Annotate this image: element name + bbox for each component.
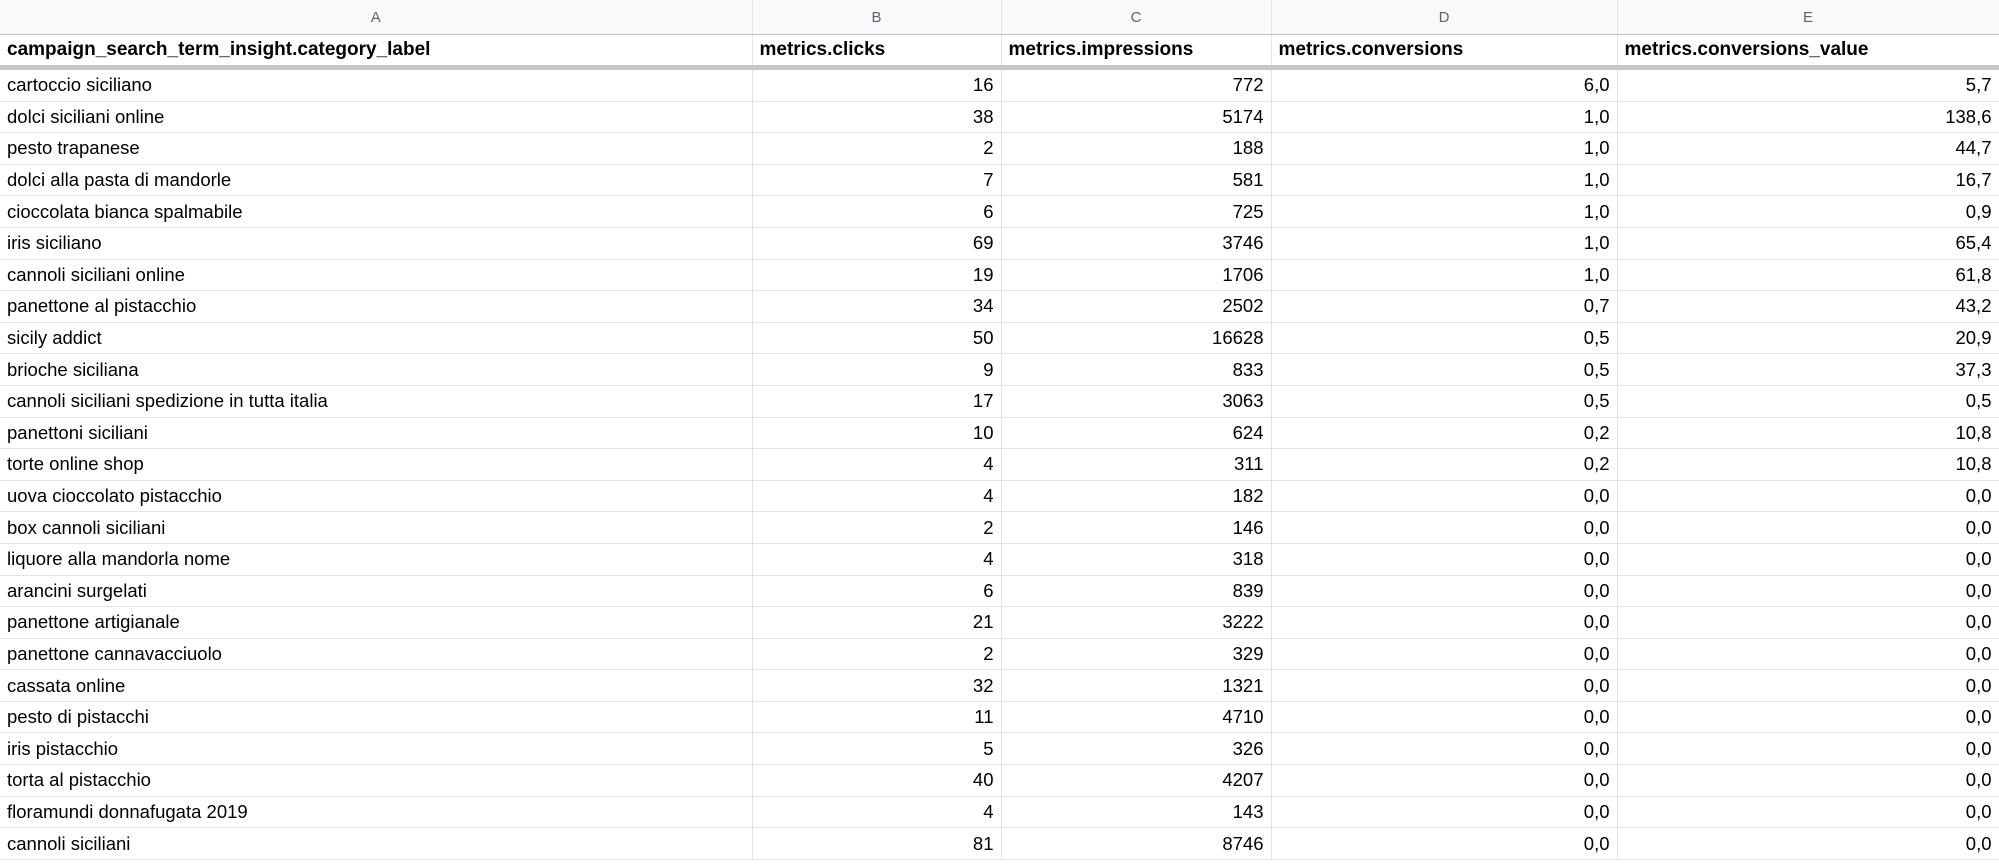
conversions-value-cell[interactable]: 16,7 (1617, 164, 1999, 196)
clicks-cell[interactable]: 2 (752, 638, 1001, 670)
category-label-cell[interactable]: iris siciliano (0, 227, 752, 259)
header-cell-conversions[interactable]: metrics.conversions (1271, 35, 1617, 68)
clicks-cell[interactable]: 38 (752, 101, 1001, 133)
category-label-cell[interactable]: arancini surgelati (0, 575, 752, 607)
category-label-cell[interactable]: iris pistacchio (0, 733, 752, 765)
conversions-cell[interactable]: 0,0 (1271, 828, 1617, 860)
conversions-cell[interactable]: 1,0 (1271, 164, 1617, 196)
category-label-cell[interactable]: cannoli siciliani spedizione in tutta italia (0, 385, 752, 417)
category-label-cell[interactable]: panettone al pistacchio (0, 291, 752, 323)
category-label-cell[interactable]: box cannoli siciliani (0, 512, 752, 544)
table-row (0, 133, 1999, 165)
clicks-cell[interactable]: 34 (752, 291, 1001, 323)
conversions-cell[interactable]: 0,0 (1271, 765, 1617, 797)
conversions-cell[interactable]: 0,0 (1271, 575, 1617, 607)
conversions-value-cell[interactable]: 0,9 (1617, 196, 1999, 228)
conversions-cell[interactable]: 0,2 (1271, 449, 1617, 481)
impressions-cell[interactable]: 2502 (1001, 291, 1271, 323)
category-label-cell[interactable]: panettoni siciliani (0, 417, 752, 449)
table-row (0, 354, 1999, 386)
table-row (0, 449, 1999, 481)
conversions-cell[interactable]: 6,0 (1271, 68, 1617, 102)
conversions-value-cell[interactable]: 43,2 (1617, 291, 1999, 323)
conversions-value-cell[interactable]: 37,3 (1617, 354, 1999, 386)
conversions-value-cell[interactable]: 10,8 (1617, 449, 1999, 481)
conversions-value-cell[interactable]: 138,6 (1617, 101, 1999, 133)
conversions-value-cell[interactable]: 0,0 (1617, 480, 1999, 512)
clicks-cell[interactable]: 10 (752, 417, 1001, 449)
conversions-value-cell[interactable]: 5,7 (1617, 68, 1999, 102)
clicks-cell[interactable]: 4 (752, 449, 1001, 481)
clicks-cell[interactable]: 2 (752, 133, 1001, 165)
clicks-cell[interactable]: 7 (752, 164, 1001, 196)
impressions-cell[interactable]: 1321 (1001, 670, 1271, 702)
category-label-cell[interactable]: sicily addict (0, 322, 752, 354)
clicks-cell[interactable]: 50 (752, 322, 1001, 354)
table-row (0, 291, 1999, 323)
conversions-cell[interactable]: 0,0 (1271, 607, 1617, 639)
clicks-cell[interactable]: 17 (752, 385, 1001, 417)
category-label-cell[interactable]: torta al pistacchio (0, 765, 752, 797)
category-label-cell[interactable]: dolci alla pasta di mandorle (0, 164, 752, 196)
clicks-cell[interactable]: 19 (752, 259, 1001, 291)
table-row (0, 512, 1999, 544)
table-row (0, 259, 1999, 291)
category-label-cell[interactable]: uova cioccolato pistacchio (0, 480, 752, 512)
column-header-a[interactable]: A (0, 0, 752, 35)
header-cell-impressions[interactable]: metrics.impressions (1001, 35, 1271, 68)
conversions-value-cell[interactable]: 0,0 (1617, 512, 1999, 544)
table-row (0, 68, 1999, 102)
impressions-cell[interactable]: 4710 (1001, 701, 1271, 733)
clicks-cell[interactable]: 11 (752, 701, 1001, 733)
column-header-c[interactable]: C (1001, 0, 1271, 35)
impressions-cell[interactable]: 3746 (1001, 227, 1271, 259)
category-label-cell[interactable]: cannoli siciliani (0, 828, 752, 860)
conversions-value-cell[interactable]: 10,8 (1617, 417, 1999, 449)
clicks-cell[interactable]: 40 (752, 765, 1001, 797)
table-row (0, 670, 1999, 702)
impressions-cell[interactable]: 143 (1001, 796, 1271, 828)
clicks-cell[interactable]: 2 (752, 512, 1001, 544)
impressions-cell[interactable]: 3063 (1001, 385, 1271, 417)
conversions-value-cell[interactable]: 0,0 (1617, 733, 1999, 765)
conversions-value-cell[interactable]: 44,7 (1617, 133, 1999, 165)
conversions-value-cell[interactable]: 0,0 (1617, 543, 1999, 575)
impressions-cell[interactable]: 188 (1001, 133, 1271, 165)
table-row (0, 417, 1999, 449)
header-cell-clicks[interactable]: metrics.clicks (752, 35, 1001, 68)
table-row (0, 227, 1999, 259)
category-label-cell[interactable]: panettone artigianale (0, 607, 752, 639)
table-row (0, 575, 1999, 607)
conversions-value-cell[interactable]: 0,5 (1617, 385, 1999, 417)
clicks-cell[interactable]: 16 (752, 68, 1001, 102)
category-label-cell[interactable]: brioche siciliana (0, 354, 752, 386)
table-row (0, 607, 1999, 639)
table-row (0, 543, 1999, 575)
conversions-cell[interactable]: 0,7 (1271, 291, 1617, 323)
impressions-cell[interactable]: 1706 (1001, 259, 1271, 291)
category-label-cell[interactable]: cartoccio siciliano (0, 68, 752, 102)
table-row (0, 322, 1999, 354)
category-label-cell[interactable]: floramundi donnafugata 2019 (0, 796, 752, 828)
category-label-cell[interactable]: cioccolata bianca spalmabile (0, 196, 752, 228)
table-row (0, 480, 1999, 512)
impressions-cell[interactable]: 833 (1001, 354, 1271, 386)
table-row (0, 733, 1999, 765)
table-row (0, 101, 1999, 133)
conversions-value-cell[interactable]: 0,0 (1617, 765, 1999, 797)
category-label-cell[interactable]: pesto di pistacchi (0, 701, 752, 733)
impressions-cell[interactable]: 326 (1001, 733, 1271, 765)
impressions-cell[interactable]: 839 (1001, 575, 1271, 607)
clicks-cell[interactable]: 6 (752, 196, 1001, 228)
impressions-cell[interactable]: 725 (1001, 196, 1271, 228)
header-cell-conversions-value[interactable]: metrics.conversions_value (1617, 35, 1999, 68)
conversions-cell[interactable]: 1,0 (1271, 227, 1617, 259)
clicks-cell[interactable]: 69 (752, 227, 1001, 259)
clicks-cell[interactable]: 81 (752, 828, 1001, 860)
impressions-cell[interactable]: 329 (1001, 638, 1271, 670)
impressions-cell[interactable]: 4207 (1001, 765, 1271, 797)
clicks-cell[interactable]: 4 (752, 480, 1001, 512)
impressions-cell[interactable]: 581 (1001, 164, 1271, 196)
table-row (0, 828, 1999, 860)
clicks-cell[interactable]: 4 (752, 796, 1001, 828)
impressions-cell[interactable]: 8746 (1001, 828, 1271, 860)
column-header-b[interactable]: B (752, 0, 1001, 35)
conversions-value-cell[interactable]: 0,0 (1617, 607, 1999, 639)
table-row (0, 385, 1999, 417)
category-label-cell[interactable]: cannoli siciliani online (0, 259, 752, 291)
conversions-value-cell[interactable]: 0,0 (1617, 701, 1999, 733)
conversions-cell[interactable]: 0,0 (1271, 796, 1617, 828)
conversions-value-cell[interactable]: 61,8 (1617, 259, 1999, 291)
category-label-cell[interactable]: cassata online (0, 670, 752, 702)
conversions-value-cell[interactable]: 65,4 (1617, 227, 1999, 259)
conversions-cell[interactable]: 0,0 (1271, 543, 1617, 575)
table-body (0, 68, 1999, 860)
conversions-cell[interactable]: 0,5 (1271, 385, 1617, 417)
impressions-cell[interactable]: 624 (1001, 417, 1271, 449)
impressions-cell[interactable]: 146 (1001, 512, 1271, 544)
column-letter-header-row (0, 0, 1999, 35)
table-row (0, 164, 1999, 196)
clicks-cell[interactable]: 6 (752, 575, 1001, 607)
conversions-cell[interactable]: 1,0 (1271, 101, 1617, 133)
conversions-cell[interactable]: 0,0 (1271, 670, 1617, 702)
category-label-cell[interactable]: panettone cannavacciuolo (0, 638, 752, 670)
conversions-cell[interactable]: 1,0 (1271, 259, 1617, 291)
conversions-value-cell[interactable]: 0,0 (1617, 670, 1999, 702)
impressions-cell[interactable]: 311 (1001, 449, 1271, 481)
impressions-cell[interactable]: 16628 (1001, 322, 1271, 354)
impressions-cell[interactable]: 5174 (1001, 101, 1271, 133)
conversions-value-cell[interactable]: 0,0 (1617, 828, 1999, 860)
conversions-value-cell[interactable]: 0,0 (1617, 796, 1999, 828)
impressions-cell[interactable]: 772 (1001, 68, 1271, 102)
clicks-cell[interactable]: 4 (752, 543, 1001, 575)
clicks-cell[interactable]: 21 (752, 607, 1001, 639)
column-header-d[interactable]: D (1271, 0, 1617, 35)
field-name-header-row (0, 35, 1999, 68)
conversions-cell[interactable]: 0,5 (1271, 354, 1617, 386)
conversions-cell[interactable]: 0,5 (1271, 322, 1617, 354)
clicks-cell[interactable]: 9 (752, 354, 1001, 386)
conversions-cell[interactable]: 0,0 (1271, 480, 1617, 512)
conversions-value-cell[interactable]: 20,9 (1617, 322, 1999, 354)
table-row (0, 196, 1999, 228)
conversions-value-cell[interactable]: 0,0 (1617, 638, 1999, 670)
category-label-cell[interactable]: torte online shop (0, 449, 752, 481)
table-row (0, 796, 1999, 828)
clicks-cell[interactable]: 5 (752, 733, 1001, 765)
header-cell-category-label[interactable]: campaign_search_term_insight.category_label (0, 35, 752, 68)
category-label-cell[interactable]: pesto trapanese (0, 133, 752, 165)
table-row (0, 765, 1999, 797)
column-header-e[interactable]: E (1617, 0, 1999, 35)
conversions-cell[interactable]: 0,0 (1271, 701, 1617, 733)
conversions-cell[interactable]: 1,0 (1271, 196, 1617, 228)
impressions-cell[interactable]: 318 (1001, 543, 1271, 575)
category-label-cell[interactable]: dolci siciliani online (0, 101, 752, 133)
conversions-cell[interactable]: 0,0 (1271, 512, 1617, 544)
conversions-value-cell[interactable]: 0,0 (1617, 575, 1999, 607)
conversions-cell[interactable]: 0,2 (1271, 417, 1617, 449)
conversions-cell[interactable]: 0,0 (1271, 638, 1617, 670)
category-label-cell[interactable]: liquore alla mandorla nome (0, 543, 752, 575)
table-row (0, 638, 1999, 670)
impressions-cell[interactable]: 182 (1001, 480, 1271, 512)
impressions-cell[interactable]: 3222 (1001, 607, 1271, 639)
conversions-cell[interactable]: 0,0 (1271, 733, 1617, 765)
conversions-cell[interactable]: 1,0 (1271, 133, 1617, 165)
clicks-cell[interactable]: 32 (752, 670, 1001, 702)
table-row (0, 701, 1999, 733)
